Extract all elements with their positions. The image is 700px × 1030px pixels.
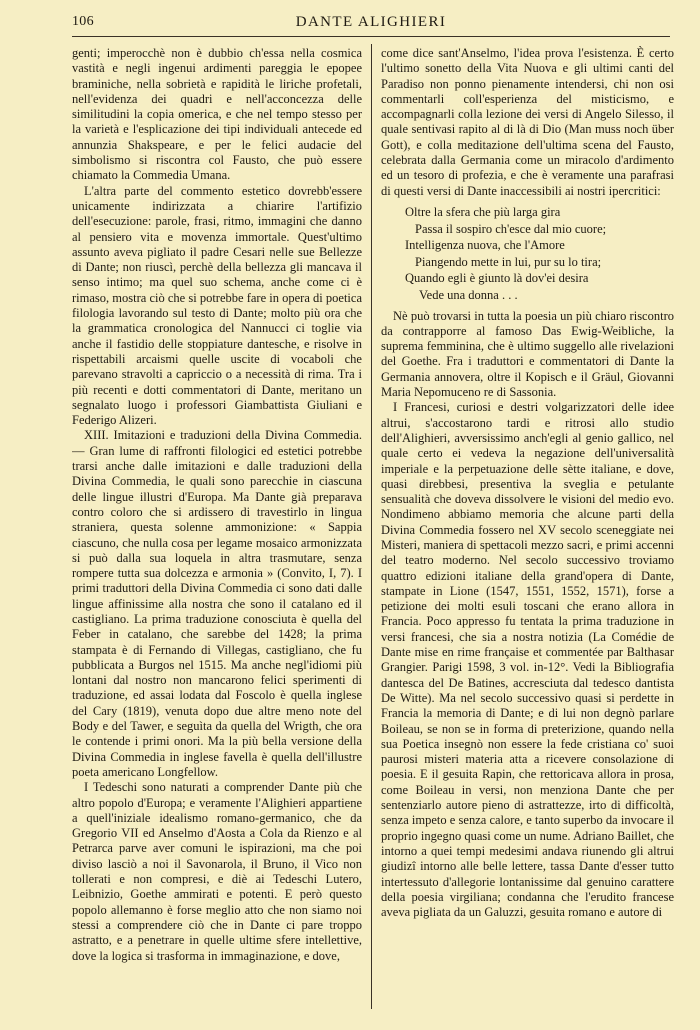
running-head: DANTE ALIGHIERI (295, 14, 447, 30)
paragraph: L'altra parte del commento estetico dovrebb'essere unicamente indirizzata a chiarire l'artifizio dell'esecuzione: parole, frasi, ritmo, immagini che danno al pensiero vita e movenza immortale. Quest'ultimo assunto aveva pigliato il padre Cesari nelle sue Bellezze di Dante; non riuscì, perchè della bellezza gli mancava il senso intimo; ma quel suo schema, anche come ci è rimaso, mostra ciò che si potrebbe fare in opera di poetica filologia lavorando sul testo di Dante; molto più ora che la grammatica cronologica del Nannucci ci toglie via anche il fastidio delle stoppiature dantesche, e risolve in rispettabili arcaismi quelle uscite di vocaboli che parevano stravolti a capriccio o a necessità di rima. Tra i più recenti e dotti commentatori di Dante, meritano un segnalato luogo i professori Giambattista Giuliani e Federigo Alizeri. (72, 183, 362, 428)
paragraph-section-xiii: XIII. Imitazioni e traduzioni della Divina Commedia. — Gran lume di raffronti filologici ed estetici potrebbe trarsi anche dalle imitazioni e dalle traduzioni della Divina Commedia, le quali sono parecchie in ciascuna delle lingue illustri d'Europa. Ma Dante già preparava contro coloro che si ardissero di travestirlo in lingua straniera, questa solenne ammonizione: « Sappia ciascuno, che nulla cosa per legame mosaico armonizzata si può dalla sua loquela in altra trasmutare, senza rompere tutta sua dolcezza e armonia » (Convito, I, 7). I primi traduttori della Divina Commedia ci sono dati dalle lingue affinissime alla nostra che sono il catalano ed il castigliano. La prima traduzione conosciuta è quella del Feber in catalano, che sarebbe del 1428; la prima stampata è di Fernando di Villegas, castigliano, che fu pubblicata a Burgos nel 1515. Ma anche negl'idiomi più lontani dal nostro non mancarono felici sperimenti di traduzione, ed assai lodata dal Foscolo è quella inglese del Cary (1819), venuta dopo due altre meno note del Body e del Tawer, e seguìta da quella del Wrigth, che ora le contende i primi onori. Ma la più bella versione della Divina Commedia in inglese favella è quella dell'illustre poeta americano Longfellow. (72, 428, 362, 779)
verse-line: Quando egli è giunto là dov'ei desira (405, 271, 589, 286)
page-header (72, 14, 670, 37)
page-number: 106 (72, 14, 94, 29)
paragraph: I Francesi, curiosi e destri volgarizzatori delle idee altrui, s'accostarono tardi e ritrosi allo studio dell'Alighieri, avversissimo anch'egli al genio gallico, nel quale certo ei vedeva la negazione dell'universalità imperiale e la perpetuazione delle sètte italiane, e dove, quasi direbbesi, presentiva la sveglia e petulante sensualità che doveva dissolvere le visioni del medio evo. Nondimeno abbiamo memoria che alcune parti della Divina Commedia fossero nel XV secolo sceneggiate nei Misteri, maniera di spettacoli mezzo sacri, e primi accenni del teatro moderno. Nel secolo successivo troviamo quattro edizioni italiane della grand'opera di Dante, stampate in Lione (1547, 1551, 1552, 1571), forse a petizione dei molti esuli toscani che erano allora in Francia. Poco appresso fu tentata la prima traduzione in versi francesi, che sia a nostra notizia (La Comédie de Dante mise en rime française et commentée par Balthasar Grangier. Parigi 1598, 3 vol. in-12°. Vedi la Bibliografia dantesca del De Batines, accresciuta dal tedesco dantista De Witte). Ma nel secolo successivo quasi si perdette in Francia la memoria di Dante; e di lui non degnò parlare Boileau, se non se in forma di preterizione, quando nella sua Poetica insegnò non essere la fede cristiana co' suoi paurosi misteri materia atta a ricevere consolazione di poesia. E il gesuita Rapin, che rettoricava allora in prosa, come Boileau in versi, non menziona Dante che per sentenziarlo autore pieno di astrattezze, irto di difficoltà, senza impeto e senza calore, e tanto superbo da invocare il proprio ingegno quasi come un nume. Adriano Baillet, che intorno a quei tempi medesimi andava riunendo gli altrui giudizî intorno alle belle lettere, tassa Dante d'esser tutto intertessuto d'allegorie lontanissime dal genuino carattere della poesia virgiliana; condanna che l'erudito francese aveva pigliata da un Galuzzi, gesuita romano e autore di (381, 400, 674, 920)
paragraph: I Tedeschi sono naturati a comprender Dante più che altro popolo d'Europa; e veramente l'Alighieri appartiene a quell'iniziale idealismo romano-germanico, che da Gregorio VII ed Anselmo d'Aosta a Cola da Rienzo e al Petrarca parve aver comuni le ispirazioni, ma che poi diviso lasciò a noi il Savonarola, il Bruno, il Vico non tollerati e non compresi, e diè ai Tedeschi Lutero, Leibnizio, Goethe ammirati e potenti. E però questo popolo allemanno è forse meglio atto che non siamo noi stessi a comprendere ciò che in Dante ci pare troppo astratto, e a penetrare in quelle ultime sfere intellettive, dove la logica si trasforma in immaginazione, e dove, (72, 780, 362, 963)
right-column (381, 46, 674, 1006)
left-column (72, 46, 362, 1006)
verse-line: Oltre la sfera che più larga gira (405, 204, 561, 219)
paragraph: genti; imperocchè non è dubbio ch'essa nella cosmica vastità e negli ingenui ardimenti pareggia le epopee braminiche, nella sobrietà e rapidità le liriche profetali, nell'evidenza dei quadri e nell'acconcezza delle similitudini la copia omerica, e che nel tempo stesso per la varietà e l'esplicazione dei tipi individuali antecede ed annunzia Shakspeare, e per le felici audacie del simbolismo si riscontra col Fausto, che può essere chiamato la Commedia Umana. (72, 46, 362, 183)
verse-line: Passa il sospiro ch'esce dal mio cuore; (415, 221, 607, 236)
paragraph: Nè può trovarsi in tutta la poesia un più chiaro riscontro da contrapporre al famoso Das Ewig-Weibliche, la suprema femminina, che è ultimo suggello alle rivelazioni del Goethe. Fra i traduttori e commentatori di Dante la Germania annovera, oltre il Kopisch e il Gräul, Giovanni Maria Nepomuceno re di Sassonia. (381, 308, 674, 400)
verse-line: Intelligenza nuova, che l'Amore (405, 238, 565, 253)
paragraph: come dice sant'Anselmo, l'idea prova l'esistenza. È certo l'ultimo sonetto della Vita Nuova e gli ultimi canti del Paradiso non ponno pienamente intendersi, chi non osi commentarli coll'esperienza del misticismo, e accompagnarli colla lezione dei versi di Angelo Silesso, il quale sentivasi rapito al di là di Dio (Man muss noch über Gott), e colla meditazione dell'ultima scena del Fausto, celebrata dalla Germania come un miracolo d'ardimento ed un tesoro di profezia, e che è veramente una parafrasi di questi versi di Dante inaccessibili ai nostri ipercritici: (381, 46, 674, 198)
verse-quotation (381, 204, 674, 304)
verse-line: Piangendo mette in lui, pur su lo tira; (415, 254, 602, 269)
column-divider (371, 44, 372, 1009)
verse-line: Vede una donna . . . (419, 287, 518, 302)
